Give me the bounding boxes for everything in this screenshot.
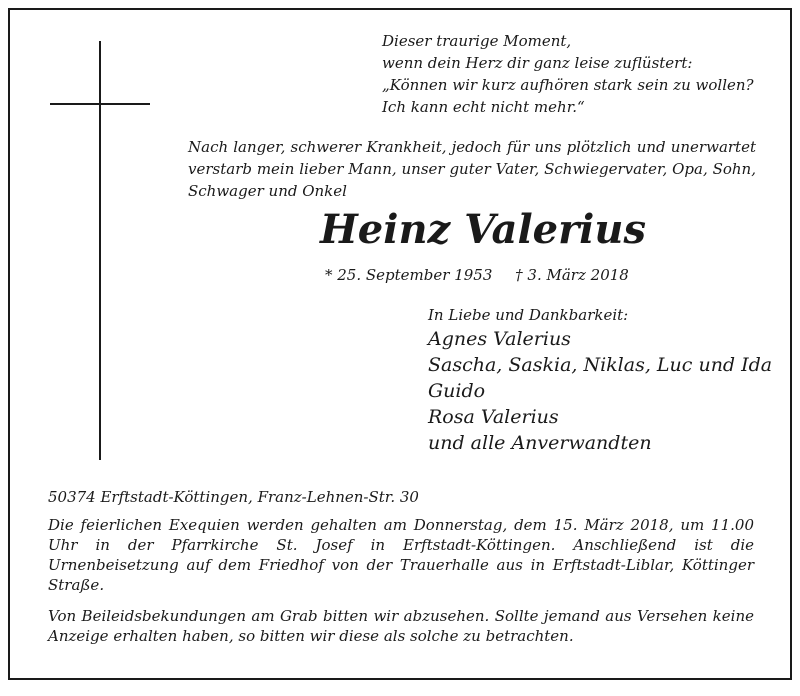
intro-text: Nach langer, schwerer Krankheit, jedoch für uns plötzlich und unerwartet verstarb mein lieber Mann, unser guter Vater, Schwiegervater, Opa, Sohn, Schwager und Onkel [188, 138, 756, 200]
birth-date: * 25. September 1953 [325, 266, 493, 284]
obituary-notice [8, 8, 792, 680]
ceremony-text: Die feierlichen Exequien werden gehalten am Donnerstag, dem 15. März 2018, um 11.00 Uhr in der Pfarrkirche St. Josef in Erftstadt-Köttingen. Anschließend ist die Urnenbeisetzung auf dem Friedhof von der Trauerhalle aus in Erftstadt-Liblar, Köttinger Straße. [48, 516, 754, 594]
mourners-list [428, 304, 772, 456]
poem [382, 30, 754, 118]
condolence-text: Von Beileidsbekundungen am Grab bitten wir abzusehen. Sollte jemand aus Versehen keine Anzeige erhalten haben, so bitten wir diese als solche zu betrachten. [48, 607, 754, 645]
poem-line: „Können wir kurz aufhören stark sein zu wollen? [382, 76, 754, 94]
mourner-name: und alle Anverwandten [428, 432, 652, 454]
mourners-lead: In Liebe und Dankbarkeit: [428, 306, 629, 324]
poem-line: wenn dein Herz dir ganz leise zuflüstert: [382, 54, 693, 72]
mourner-name: Rosa Valerius [428, 406, 559, 428]
cross-icon-horizontal-bar [50, 103, 150, 105]
poem-line: Dieser traurige Moment, [382, 32, 572, 50]
deceased-name: Heinz Valerius [320, 206, 646, 253]
life-dates [325, 265, 629, 285]
poem-line: Ich kann echt nicht mehr.“ [382, 98, 585, 116]
mourner-name: Agnes Valerius [428, 328, 571, 350]
mourner-name: Sascha, Saskia, Niklas, Luc und Ida [428, 354, 773, 376]
death-date: † 3. März 2018 [515, 266, 629, 284]
address: 50374 Erftstadt-Köttingen, Franz-Lehnen-Str. 30 [48, 488, 419, 506]
mourner-name: Guido [428, 380, 486, 402]
